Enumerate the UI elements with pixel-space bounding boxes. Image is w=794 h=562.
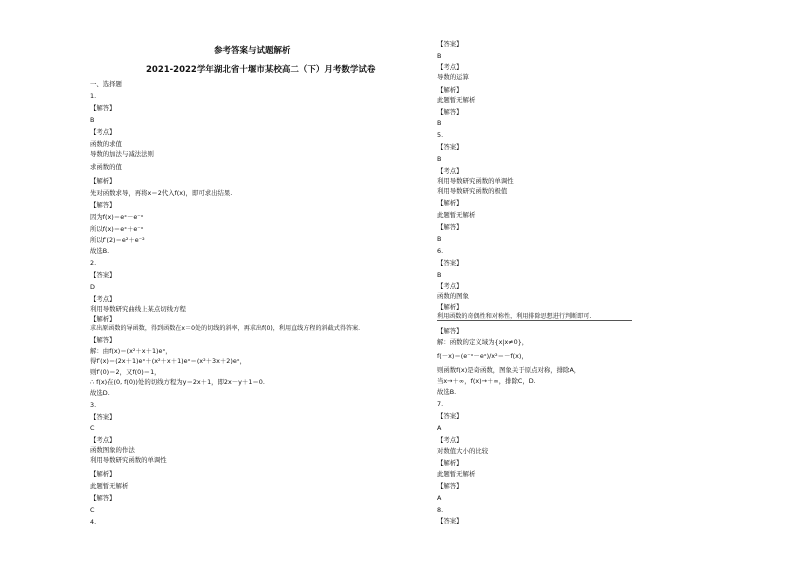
text-line: 【解析】 — [437, 86, 463, 94]
text-line: 对数值大小的比较 — [437, 447, 489, 455]
document-title: 参考答案与试题解析 — [214, 46, 291, 56]
text-line: 【解答】 — [437, 482, 463, 490]
text-line: A — [437, 424, 442, 432]
text-line: 【考点】 — [437, 63, 463, 71]
text-line: 导数的运算 — [437, 73, 469, 81]
text-line: 3. — [90, 401, 97, 409]
text-line: 【考点】 — [437, 167, 463, 175]
text-line: C — [90, 424, 95, 432]
text-line: 【解析】 — [90, 177, 116, 185]
text-line: 利用导数研究函数的单调性 — [437, 177, 514, 185]
text-line: 【解答】 — [90, 201, 116, 209]
text-line: 【解答】 — [437, 108, 463, 116]
text-line: 因为f(x)＝eˣ－e⁻ˣ — [90, 213, 144, 221]
text-line: D — [90, 283, 95, 291]
text-line: 所以f(x)＝eˣ＋e⁻ˣ — [90, 225, 144, 233]
text-line: 解：由f(x)＝(x²＋x＋1)eˣ， — [90, 347, 172, 355]
text-line: C — [90, 506, 95, 514]
text-line: 此题暂无解析 — [437, 96, 476, 104]
text-line: 【解析】 — [90, 470, 116, 478]
text-line: 利用函数的奇偶性和对称性，利用排除思想进行判断即可. — [437, 313, 592, 320]
text-line: B — [90, 116, 95, 124]
text-line: A — [437, 494, 442, 502]
text-line: 利用导数研究函数的单调性 — [90, 456, 167, 464]
text-line: 【考点】 — [90, 436, 116, 444]
text-line: 【考点】 — [437, 436, 463, 444]
text-line: 【解答】 — [90, 494, 116, 502]
text-line: 4. — [90, 518, 97, 526]
text-line: 2. — [90, 259, 97, 267]
text-line: 【考点】 — [437, 282, 463, 290]
text-line: 【答案】 — [437, 517, 463, 525]
text-line: 【答案】 — [437, 412, 463, 420]
text-line: B — [437, 52, 442, 60]
text-line: 此题暂无解析 — [437, 470, 476, 478]
text-line: 此题暂无解析 — [437, 211, 476, 219]
text-line: B — [437, 119, 442, 127]
text-line: 故选B. — [437, 388, 457, 396]
text-line: 函数的图象 — [437, 292, 469, 300]
divider-line — [437, 320, 632, 321]
exam-title: 2021-2022学年湖北省十堰市某校高二（下）月考数学试卷 — [146, 65, 376, 75]
text-line: 则函数f(x)是奇函数，图象关于原点对称，排除A， — [437, 366, 581, 374]
text-line: B — [437, 155, 442, 163]
text-line: f(－x)＝(e⁻ˣ－eˣ)/x²＝－f(x)， — [437, 352, 528, 360]
text-line: 求函数的值 — [90, 163, 122, 171]
section-heading: 一、选择题 — [90, 80, 122, 88]
text-line: 【解答】 — [90, 336, 116, 344]
text-line: 函数图象的作法 — [90, 446, 135, 454]
text-line: 求出原函数的导函数，得到函数在x＝0处的切线的斜率，再求出f(0)，利用直线方程的斜截式得答案. — [90, 325, 361, 332]
text-line: 【解答】 — [437, 327, 463, 335]
text-line: 解：函数的定义域为{x|x≠0}， — [437, 338, 529, 346]
text-line: 所以f′(2)＝e²＋e⁻² — [90, 236, 145, 244]
text-line: 7. — [437, 400, 444, 408]
text-line: 【答案】 — [437, 40, 463, 48]
text-line: 【答案】 — [90, 413, 116, 421]
text-line: 此题暂无解析 — [90, 482, 129, 490]
text-line: B — [437, 235, 442, 243]
text-line: 1. — [90, 92, 97, 100]
text-line: 【解答】 — [90, 104, 116, 112]
text-line: 8. — [437, 506, 444, 514]
text-line: 故选B. — [90, 247, 110, 255]
text-line: 利用导数研究曲线上某点切线方程 — [90, 305, 186, 313]
text-line: 【解析】 — [437, 199, 463, 207]
text-line: 【考点】 — [90, 295, 116, 303]
text-line: 导数的加法与减法法则 — [90, 150, 154, 158]
text-line: 【答案】 — [90, 271, 116, 279]
text-line: 【答案】 — [437, 143, 463, 151]
text-line: 【解答】 — [437, 223, 463, 231]
text-line: 【答案】 — [437, 259, 463, 267]
text-line: 【解析】 — [437, 459, 463, 467]
text-line: 函数的求值 — [90, 140, 122, 148]
text-line: 5. — [437, 131, 444, 139]
text-line: 【考点】 — [90, 128, 116, 136]
text-line: 【解析】 — [437, 303, 463, 311]
text-line: 【解析】 — [90, 315, 116, 323]
text-line: B — [437, 271, 442, 279]
text-line: 6. — [437, 247, 444, 255]
text-line: 利用导数研究函数的极值 — [437, 187, 508, 195]
text-line: 当x→＋∞，f(x)→＋∞，排除C，D. — [437, 377, 536, 385]
text-line: 故选D. — [90, 389, 110, 397]
text-line: 则f′(0)＝2，又f(0)＝1， — [90, 368, 161, 376]
text-line: 先对函数求导，再将x＝2代入f(x)，即可求出结果. — [90, 189, 233, 197]
text-line: ∴ f(x)在(0, f(0))处的切线方程为y＝2x＋1，即2x－y＋1＝0. — [90, 378, 265, 386]
text-line: 得f′(x)＝(2x＋1)eˣ＋(x²＋x＋1)eˣ＝(x²＋3x＋2)eˣ， — [90, 357, 247, 365]
